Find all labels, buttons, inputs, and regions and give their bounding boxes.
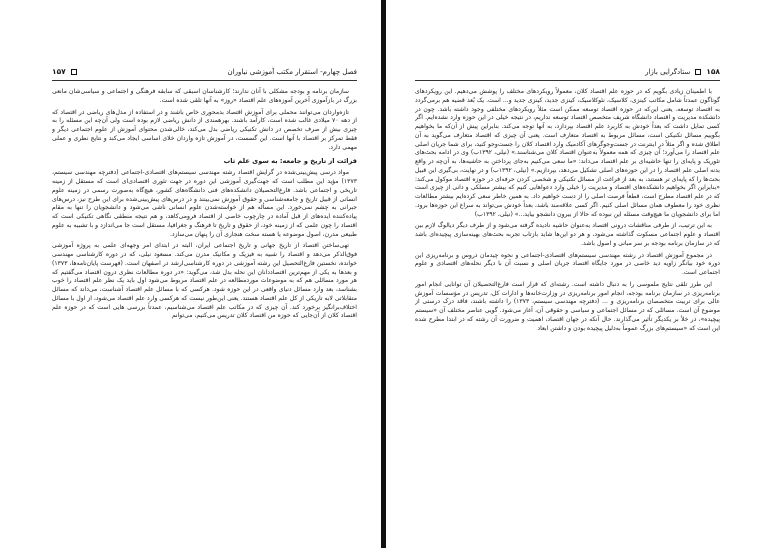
paragraph: این طرز تلقی نتایج ملموسی را به دنبال داشته است. رشته‌ای که قرار است فارغ‌التحصیلان آن توانایی انجام امور برنامه‌ریزی در سازمان برنامه بودجه، انجام امور برنامه‌ریزی در وزارت‌خانه‌ها و ادارات کل، تدریس در مؤسسات آموزش عالی برای تربیت متخصصان برنامه‌ریزی و ... (دفترچه مهندسی سیستم، ۱۳۷۳) را داشته باشند، فاقد درک درستی از موضوع آن است. مسائلی که در مسائل اجتماعی و سیاسی و حقوقی آن، آغاز می‌شود. گویی عناصر مختلف آن «سیستم پیچیده»، در خلأ بر یکدیگر تأثیر می‌گذارند. حال آنکه در جهان اقتصاد، اهمیت و ضرورت آن رشته که در ابتدا مطرح شده این است که «سیستم‌های بزرگ عموماً به‌دلیل پیچیده بودن و داشتن ابعاد (415, 280, 720, 332)
paragraph: سازمان برنامه و بودجه مشکلی با آنان ندارند؛ کارشناسان اسبقی که سابقه فرهنگی و اجتماعی و سیاسی‌شان مانعی بزرگ در بازآموزی آخرین آموزه‌های علم اقتصاد «روز» به آنها تلقی شده است. (52, 88, 357, 104)
paragraph: تازه‌واردان می‌توانند محملی برای آموزش اقتصاد بدمحوری خاص باشند و در استفاده از مدل‌های ریاضی در اقتصاد که از دهه ۷۰ میلادی غالب شده است، کارآمد باشند. بهرهمندی از دانش ریاضی لازم بوده است ولی آن‌چه این مسئله را به چیزی بیش از صرف تخصص در دانش تکنیکی ریاضی بدل می‌کند، خالی‌شدن محتوای آموزش از علوم اجتماعی دیگر و فقط تمرکز بر اقتصاد با آنها است. این گسست، در آموزش تازه واردان خلای اساسی ایجاد می‌کند و نتایج نظری و عملی مهمی دارد. (52, 108, 357, 151)
left-page-body (52, 88, 357, 324)
paragraph: به این ترتیب، از طرفی مناقشات درونی اقتصاد به‌عنوان حاشیه نادیده گرفته می‌شود و از طرف دیگر دیالوگ لازم بین اقتصاد و علوم اجتماعی مسکوت گذاشته می‌شود، و هر دو این‌ها شاید بازتاب تجربه بحث‌های بهینه‌سازی پیچیده‌ای باشد که در سازمان برنامه بودجه بر سر مبانی و اصول باشد. (415, 222, 720, 247)
paragraph: مواد درسی پیش‌بینی‌شده در گرایش اقتصاد رشته مهندسی سیستم‌های اقتصادی-اجتماعی (دفترچه مهندسی سیستم، ۱۳۷۳) مؤید این مطلب است که جهت‌گیری آموزشی این دوره در جهت تئوری اقتصادی‌ای است که مستقل از زمینه تاریخی و اجتماعی باشد. فارغ‌التحصیلان دانشکده‌های فنی دانشگاه‌های کشور، هیچ‌گاه به‌صورت رسمی در زمینه علوم انسانی از قبیل تاریخ و جامعه‌شناسی و حقوق آموزش نمی‌بینند و در درس‌های پیش‌بینی‌شده برای این طرح نیز، درس‌های جبرانی به چشم نمی‌خورد. این مسأله هم از خواسته‌شدن علوم انسانی ناشی می‌شود و دانشجویان را تنها به مقام پیاده‌کننده ایده‌های از قبل آماده در چارچوب خاصی از اقتصاد فرومی‌کاهد، و هم نتیجه منطقی نگاهی تکنیکی است که اقتصاد را چون علمی که از زمینه خود، از حقوق و تاریخ تا فرهنگ و جغرافیا، مستقل است جا می‌اندازد و با تشبیه به علوم طبیعی مدرن، اصول موضوعه یا هسته سخت هنجاری آن را پنهان می‌سازد. (52, 169, 357, 238)
right-page-number: ۱۵۸ (706, 67, 720, 76)
section-heading: قرائت از تاریخ و جامعه: به سوی علم ثاب (223, 157, 357, 166)
paragraph: در مجموع آموزش اقتصاد در رشته مهندسی سیستم‌های اقتصادی-اجتماعی و نحوه چیدمان دروس و برنامه‌ریزی این دوره خود بیانگر زاویه دید خاصی در مورد جایگاه اقتصاد جریان اصلی و نسبت آن با دیگر نحله‌های اقتصادی و علوم اجتماعی است. (415, 251, 720, 276)
book-gutter (381, 0, 386, 548)
left-page (52, 70, 357, 540)
left-running-head: فصل چهارم- استقرار مکتب آموزشی نیاوران (227, 68, 357, 76)
right-page-body (415, 88, 720, 336)
left-page-number: ۱۵۷ (52, 67, 66, 76)
right-page (415, 70, 720, 540)
paragraph: با اطمینان زیادی بگویم که در حوزه علم اقتصاد کلان، معمولاً رویکردهای مختلف را پوشش می‌دهیم. این رویکردهای گوناگون عمدتاً شامل مکاتب کینزی، کلاسیک، نئوکلاسیک، کینزی جدید، کینزی جدید و... است. یک بُعد قضیه هم برمی‌گردد به اقتصاد توسعه. یعنی این‌که در حوزه اقتصاد توسعه ممکن است مثلاً رویکردهای مختلفی وجود داشته باشد. چون در دانشکده مدیریت و اقتصاد دانشگاه شریف متخصص اقتصاد توسعه نداریم، در نتیجه خیلی در این حوزه وارد نشده‌ایم. اگر کسی تمایل داشت که بعداً خودش به کاربرد علم اقتصاد بپردازد، به آنها توجه می‌کند. بنابراین پیش از آن‌که ما بخواهیم بگوییم مسائل تکنیکی است، مسائل مربوط به اقتصاد متعارف است. یعنی آن چیزی که اقتصاد متعارف می‌گوید به آن اطلاق شده و اگر مثلاً در اینترنت در جست‌وجوگرهای آکادمیک وارد اقتصاد کلان را جست‌وجو کنید، برای شما جریان اصلی علم اقتصاد را می‌آورد؛ آن چیزی که همه معمولاً به‌عنوان اقتصاد کلان می‌شناسند.» (نیلی، ۱۳۹۲ب) وی در ادامه بحث‌های تئوریک و پایه‌ای را تنها حاشیه‌ای بر علم اقتصاد می‌داند: «ما سعی می‌کنیم به‌جای پرداختن به حاشیه‌ها، به آن‌چه در واقع بدنه اصلی علم اقتصاد را در این حوزه‌های اصلی تشکیل می‌دهد، بپردازیم.» (نیلی، ۱۳۹۲ب) و در نهایت، بی‌گیری این قبیل بحث‌ها را که پایه‌ای تر هستند، به بعد از فراغت از مسائل تکنیکی و شخصی کردن حرفه‌ای در حوزه اقتصاد موکول می‌کند: «بنابراین اگر بخواهیم دانشکده‌های اقتصاد و مدیریت را خیلی وارد دعواهایی کنیم که بیشتر مسلکی و دانی از چیزی است که در علم اقتصاد مطرح است، قطعاً فرصت اصلی را از دست خواهیم داد. به همین خاطر سعی کرده‌ایم بیشتر مطالعات نظری خود را معطوف همان مسائل اصلی کنیم. اگر کسی علاقه‌مند باشد، بعداً خودش می‌تواند به سراغ این حوزه‌ها برود. اما برای دانشجویان ما هیچ‌وقت مسئله این نبوده که حالا از بیرون دانشجو بیاید...» (نیلی، ۱۳۹۲ب) (415, 88, 720, 218)
right-running-head: ستاد‌گرایی بازار (645, 68, 691, 76)
paragraph: تهی‌ساختن اقتصاد از تاریخ جهانی و تاریخ اجتماعی ایران، البته در ابتدای امر وجهه‌ای علمی به پروژه آموزشی فوق‌الذکر می‌دهد و اقتصاد را شبیه به فیزیک و مکانیک مدرن می‌کند. مسعود نیلی، که در دوره کارشناسی مهندسی خوانده، نخستین فارغ‌التحصیل این رشته آموزشی در دوره کارشناسی‌ارشد در اصفهان است. (فهرست پایان‌نامه‌ها، ۱۳۷۳) و بعدها به یکی از مهم‌ترین اقتصاددانان این نحله بدل شد، می‌گوید: «در دوره مطالعات نظری درون اقتصاد می‌گفتیم که هر مورد مسائلی هم که به موضوعات موردمطالعه در علم اقتصاد مربوط می‌شود اول باید یک نظر علم اقتصاد را خوب بشناسد، بعد وارد مسائل دنیای واقعی در این حوزه شود. هرکسی که با مسائل علم اقتصاد آشناست، می‌داند که مسائل متقابلاتی لابه تاریکی از کل علم اقتصاد هستند. یعنی این‌طور نیست که هرکسی وارد علم اقتصاد می‌شود، از اول با مسائل اختلاف‌برانگیز برخورد کند. آن چیزی که در مکاتب علم اقتصاد می‌شناسیم، عمدتاً بررسی هایی است که در حوزه علم اقتصاد کلان از آن‌جایی که حوزه من اقتصاد کلان تدریس می‌کنیم، می‌توانم (52, 242, 357, 320)
